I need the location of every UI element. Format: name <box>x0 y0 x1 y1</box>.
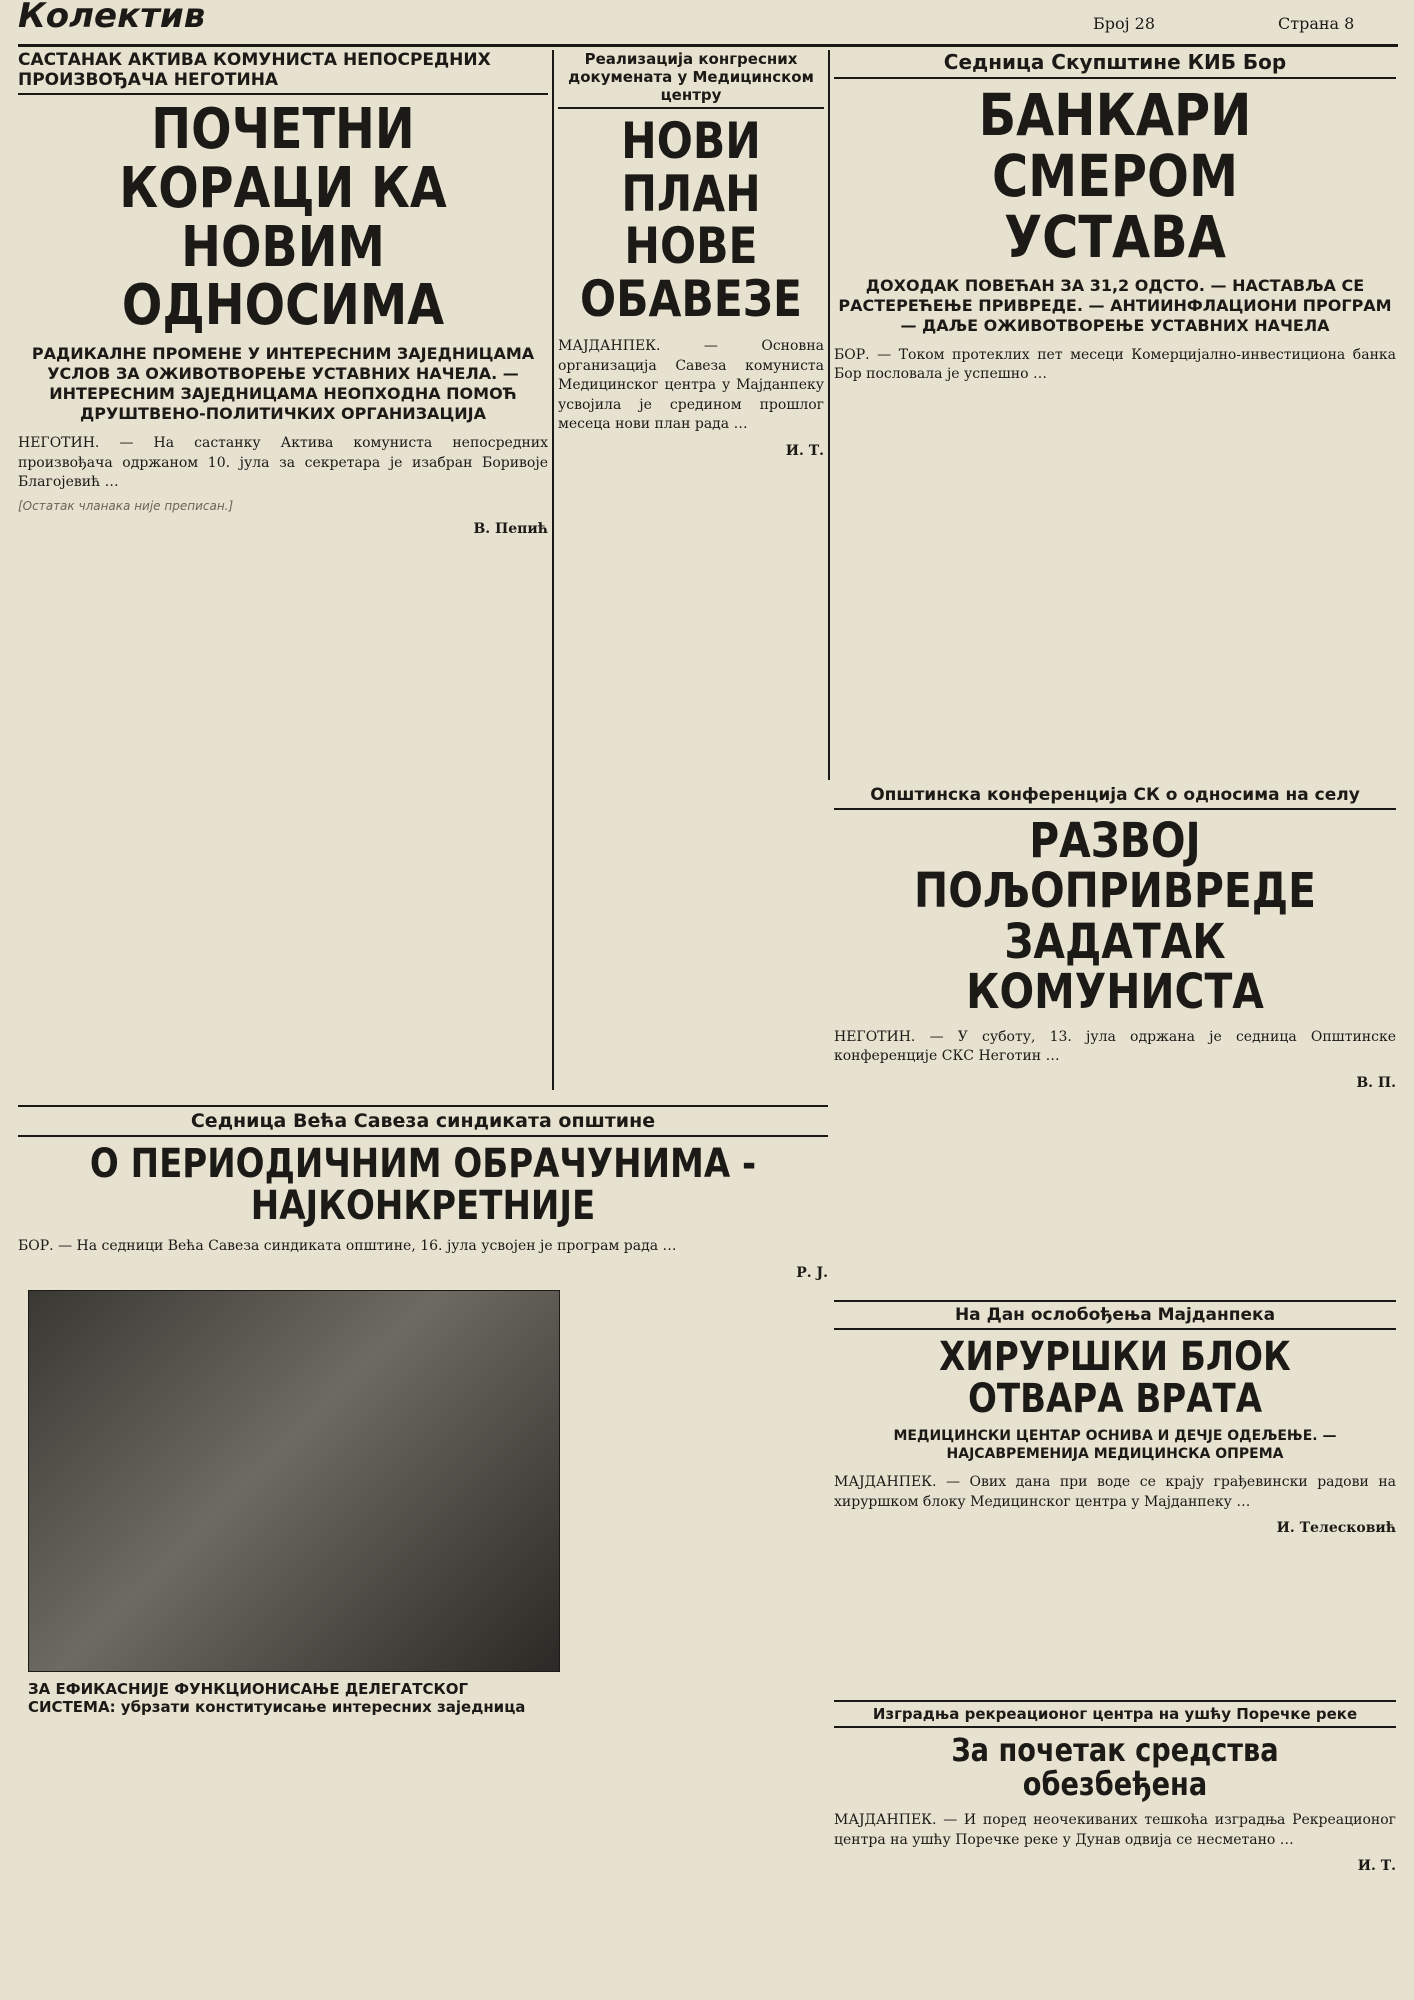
excerpt: НЕГОТИН. — На састанку Актива комуниста непосредних произвођача одржаном 10. јула за секретара је изабран Боривоје Благојевић … <box>18 435 548 491</box>
deck: ДОХОДАК ПОВЕЋАН ЗА 31,2 ОДСТО. — НАСТАВЉА СЕ РАСТЕРЕЋЕЊЕ ПРИВРЕДЕ. — АНТИИНФЛАЦИОНИ ПРОГРАМ — ДАЉЕ ОЖИВОТВОРЕЊЕ УСТАВНИХ НАЧЕЛА <box>838 275 1392 335</box>
masthead-rule <box>18 44 1398 47</box>
byline: В. Пепић <box>473 520 548 537</box>
headline: ХИРУРШКИ БЛОК ОТВАРА ВРАТА <box>939 1334 1291 1422</box>
kicker: На Дан ослобођења Мајданпека <box>834 1305 1396 1330</box>
excerpt: МАЈДАНПЕК. — Ових дана при воде се крају грађевински радови на хируршком блоку Медицинског центра у Мајданпеку … <box>834 1474 1396 1510</box>
excerpt: БОР. — Током протеклих пет месеци Комерцијално-инвестициона банка Бор пословала је успешно … <box>834 346 1396 383</box>
kicker: Седница Већа Савеза синдиката општине <box>18 1110 828 1137</box>
byline: И. Т. <box>1357 1858 1396 1875</box>
kicker: Реализација конгресних докумената у Медицинском центру <box>558 50 824 109</box>
excerpt: БОР. — На седници Већа Савеза синдиката општине, 16. јула усвојен је програм рада … <box>18 1238 677 1254</box>
section-rule <box>18 1105 828 1107</box>
issue-number: Број 28 <box>1093 14 1156 33</box>
excerpt: НЕГОТИН. — У суботу, 13. јула одржана је седница Општинске конференције СКС Неготин … <box>834 1028 1396 1065</box>
deck: МЕДИЦИНСКИ ЦЕНТАР ОСНИВА И ДЕЧЈЕ ОДЕЉЕЊЕ. — НАЈСАВРЕМЕНИЈА МЕДИЦИНСКА ОПРЕМА <box>893 1428 1337 1462</box>
article-bankari <box>834 50 1396 780</box>
article-novi-plan <box>558 50 824 1090</box>
headline: РАЗВОЈ ПОЉОПРИВРЕДЕ ЗАДАТАК КОМУНИСТА <box>914 813 1316 1021</box>
article-pocetni-koraci <box>18 50 548 1090</box>
section-rule <box>834 1300 1396 1302</box>
byline: И. Телесковић <box>1276 1520 1396 1537</box>
headline: За почетак средства обезбеђена <box>951 1731 1279 1803</box>
masthead-title: Колектив <box>18 0 206 36</box>
excerpt: МАЈДАНПЕК. — Основна организација Савеза комуниста Медицинског центра у Мајданпеку усвојила је средином прошлог месеца нови план рада … <box>558 338 824 433</box>
column-rule <box>828 50 830 780</box>
page-number: Страна 8 <box>1278 14 1355 33</box>
article-razvoj <box>834 785 1396 1295</box>
omission-note: [Остатак чланака није преписан.] <box>18 498 234 513</box>
kicker: САСТАНАК АКТИВА КОМУНИСТА НЕПОСРЕДНИХ ПРОИЗВОЂАЧА НЕГОТИНА <box>18 50 548 95</box>
excerpt: МАЈДАНПЕК. — И поред неочекиваних тешкоћа изградња Рекреационог центра на ушћу Поречке реке у Дунав одвија се несметано … <box>834 1812 1396 1848</box>
kicker: Изградња рекреационог центра на ушћу Поречке реке <box>834 1705 1396 1728</box>
headline: БАНКАРИ СМЕРОМ УСТАВА <box>978 81 1252 271</box>
byline: И. Т. <box>785 442 824 459</box>
meeting-photo <box>28 1290 560 1672</box>
kicker: Седница Скупштине КИБ Бор <box>834 50 1396 79</box>
section-rule <box>834 1700 1396 1702</box>
photo-caption: ЗА ЕФИКАСНИЈЕ ФУНКЦИОНИСАЊЕ ДЕЛЕГАТСКОГ СИСТЕМА: убрзати конституисање интересних заједница <box>28 1680 526 1716</box>
masthead <box>18 0 1398 44</box>
headline: ПОЧЕТНИ КОРАЦИ КА НОВИМ ОДНОСИМА <box>119 97 447 339</box>
article-pocetak <box>834 1705 1396 1990</box>
byline: В. П. <box>1356 1074 1396 1091</box>
article-hirurski-blok <box>834 1305 1396 1695</box>
deck: РАДИКАЛНЕ ПРОМЕНЕ У ИНТЕРЕСНИМ ЗАЈЕДНИЦАМА УСЛОВ ЗА ОЖИВОТВОРЕЊЕ УСТАВНИХ НАЧЕЛА. — ИНТЕРЕСНИМ ЗАЈЕДНИЦАМА НЕОПХОДНА ПОМОЋ ДРУШТВЕНО-ПОЛИТИЧКИХ ОРГАНИЗАЦИЈА <box>31 344 535 424</box>
kicker: Општинска конференција СК о односима на селу <box>834 785 1396 810</box>
column-rule <box>552 50 554 1090</box>
headline: О ПЕРИОДИЧНИМ ОБРАЧУНИМА - НАЈКОНКРЕТНИЈЕ <box>89 1141 757 1229</box>
byline: Р. Ј. <box>796 1264 828 1281</box>
headline: НОВИ ПЛАН НОВЕ ОБАВЕЗЕ <box>579 112 803 328</box>
